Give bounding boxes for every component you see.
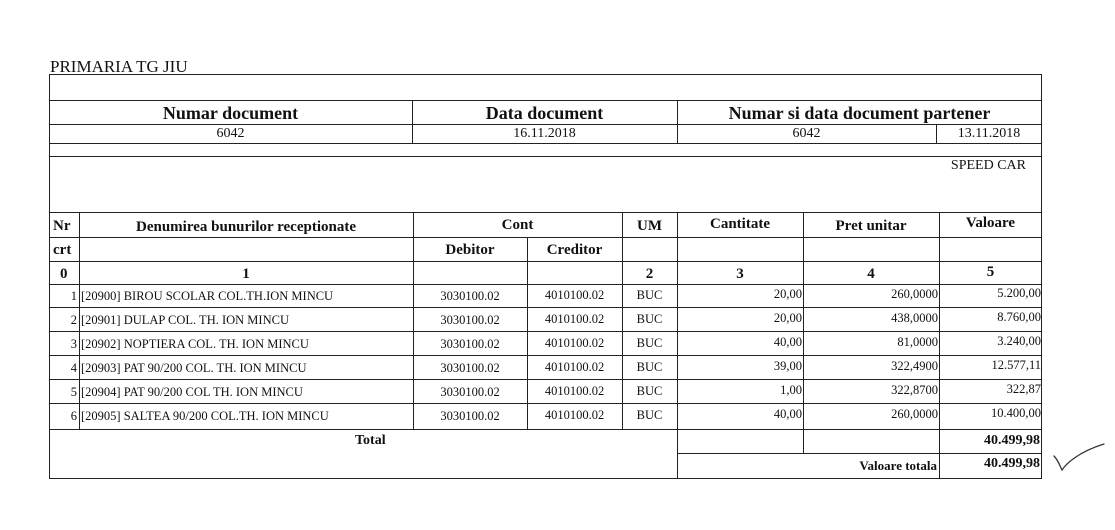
rule xyxy=(49,284,1042,285)
col-crt-header: crt xyxy=(53,242,72,258)
index-cell: 2 xyxy=(645,266,654,282)
handwritten-check-mark xyxy=(1050,442,1110,482)
row-debitor: 3030100.02 xyxy=(440,289,500,303)
partner-doc-date-value: 13.11.2018 xyxy=(957,126,1021,141)
rule xyxy=(49,124,1042,125)
row-um: BUC xyxy=(636,360,663,374)
row-name: [20904] PAT 90/200 COL TH. ION MINCU xyxy=(81,385,303,399)
row-nr: 4 xyxy=(70,361,77,375)
row-value: 5.200,00 xyxy=(997,286,1041,300)
total-value: 40.499,98 xyxy=(984,433,1040,448)
index-cell: 5 xyxy=(986,264,995,280)
row-creditor: 4010100.02 xyxy=(544,288,605,302)
row-qty: 40,00 xyxy=(773,407,802,421)
row-price: 322,4900 xyxy=(891,359,938,373)
row-um: BUC xyxy=(636,384,663,398)
rule xyxy=(49,156,1042,157)
row-price: 81,0000 xyxy=(897,335,938,349)
partner-doc-number-value: 6042 xyxy=(792,126,821,141)
rule xyxy=(49,355,1042,356)
rule xyxy=(803,212,804,453)
row-name: [20905] SALTEA 90/200 COL.TH. ION MINCU xyxy=(81,409,329,423)
row-um: BUC xyxy=(636,288,663,302)
row-qty: 20,00 xyxy=(773,287,802,301)
rule xyxy=(49,429,1042,430)
row-qty: 1,00 xyxy=(780,383,802,397)
total-label: Total xyxy=(355,433,386,448)
rule xyxy=(677,453,1042,454)
row-name: [20902] NOPTIERA COL. TH. ION MINCU xyxy=(81,337,309,351)
index-cell: 0 xyxy=(60,266,68,282)
row-name: [20901] DULAP COL. TH. ION MINCU xyxy=(81,313,289,327)
row-name: [20903] PAT 90/200 COL. TH. ION MINCU xyxy=(81,361,307,375)
col-pret-header: Pret unitar xyxy=(835,218,907,234)
doc-date-label: Data document xyxy=(485,103,604,123)
index-cell: 4 xyxy=(867,266,875,282)
row-qty: 20,00 xyxy=(773,311,802,325)
col-creditor-header: Creditor xyxy=(546,242,603,258)
row-um: BUC xyxy=(636,408,663,422)
row-qty: 39,00 xyxy=(773,359,802,373)
row-price: 260,0000 xyxy=(891,407,938,421)
row-nr: 2 xyxy=(70,313,77,327)
row-nr: 6 xyxy=(70,409,77,423)
row-debitor: 3030100.02 xyxy=(440,409,500,423)
partner-doc-label: Numar si data document partener xyxy=(728,103,991,123)
rule xyxy=(49,403,1042,404)
row-nr: 3 xyxy=(70,337,77,351)
doc-number-value: 6042 xyxy=(216,126,245,141)
col-denumire-header: Denumirea bunurilor receptionate xyxy=(136,219,356,235)
row-price: 260,0000 xyxy=(891,287,938,301)
rule xyxy=(49,331,1042,332)
rule xyxy=(49,143,1042,144)
row-creditor: 4010100.02 xyxy=(544,360,605,374)
row-creditor: 4010100.02 xyxy=(544,384,605,398)
row-debitor: 3030100.02 xyxy=(440,361,500,375)
row-value: 12.577,11 xyxy=(991,358,1041,372)
col-nr-header: Nr xyxy=(53,218,71,234)
rule xyxy=(527,237,528,429)
doc-date-value: 16.11.2018 xyxy=(513,126,576,141)
organization-name: PRIMARIA TG JIU xyxy=(50,57,188,76)
col-cantitate-header: Cantitate xyxy=(710,216,770,232)
partner-name: SPEED CAR xyxy=(950,158,1026,173)
rule xyxy=(79,212,80,429)
row-creditor: 4010100.02 xyxy=(544,408,605,422)
row-qty: 40,00 xyxy=(773,335,802,349)
grand-total-value: 40.499,98 xyxy=(984,456,1040,471)
rule xyxy=(49,237,1042,238)
index-cell: 3 xyxy=(736,266,744,282)
col-um-header: UM xyxy=(637,218,662,234)
row-price: 438,0000 xyxy=(891,311,938,325)
row-creditor: 4010100.02 xyxy=(544,312,605,326)
col-debitor-header: Debitor xyxy=(445,242,495,258)
grand-total-label: Valoare totala xyxy=(859,458,937,473)
col-valoare-header: Valoare xyxy=(965,215,1016,231)
row-value: 10.400,00 xyxy=(991,406,1041,420)
row-um: BUC xyxy=(636,336,663,350)
rule xyxy=(49,307,1042,308)
row-debitor: 3030100.02 xyxy=(440,385,500,399)
row-debitor: 3030100.02 xyxy=(440,313,500,327)
rule xyxy=(677,212,678,479)
row-creditor: 4010100.02 xyxy=(544,336,605,350)
rule xyxy=(49,100,1042,101)
rule xyxy=(49,379,1042,380)
row-value: 322,87 xyxy=(1006,382,1041,396)
row-name: [20900] BIROU SCOLAR COL.TH.ION MINCU xyxy=(81,289,334,303)
index-cell: 1 xyxy=(242,266,250,282)
row-value: 8.760,00 xyxy=(997,310,1041,324)
row-value: 3.240,00 xyxy=(997,334,1041,348)
col-cont-header: Cont xyxy=(501,217,534,233)
rule xyxy=(49,212,1042,213)
doc-number-label: Numar document xyxy=(162,103,299,123)
row-debitor: 3030100.02 xyxy=(440,337,500,351)
rule xyxy=(939,212,940,479)
row-nr: 5 xyxy=(70,385,77,399)
rule xyxy=(49,261,1042,262)
row-price: 322,8700 xyxy=(891,383,938,397)
row-nr: 1 xyxy=(70,289,77,303)
row-um: BUC xyxy=(636,312,663,326)
